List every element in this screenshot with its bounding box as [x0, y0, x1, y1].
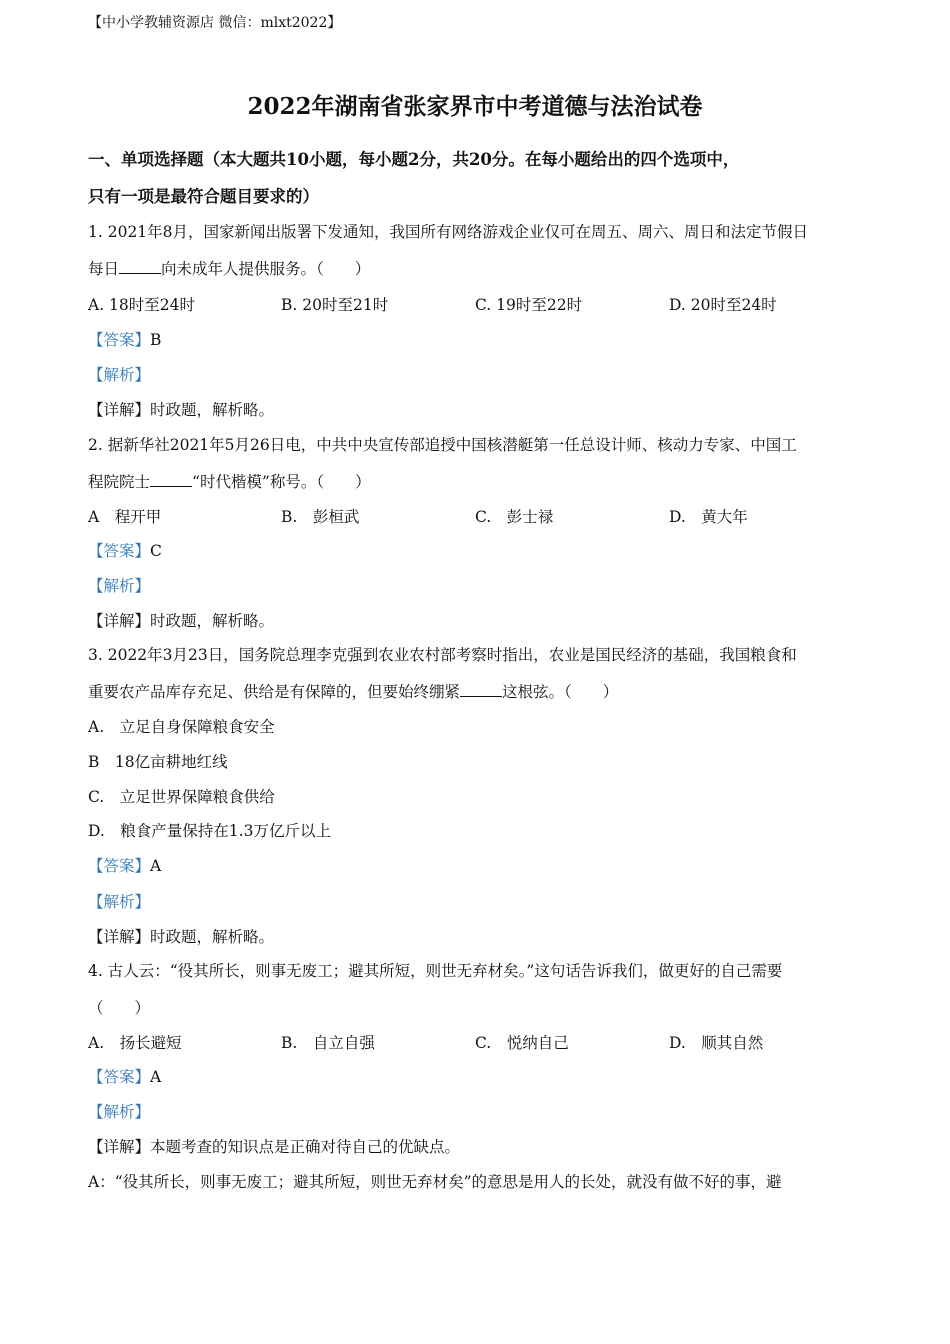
q4-answer: 【答案】A [88, 1068, 162, 1086]
q3-stem: 3. 2022年3月23日，国务院总理李克强到农业农村部考察时指出，农业是国民经济的基础，我国粮食和 [88, 646, 797, 664]
q2-option-b: B. 彭桓武 [281, 508, 360, 526]
q3-analysis-label: 【解析】 [88, 893, 151, 911]
q1-option-c: C. 19时至22时 [475, 296, 583, 314]
blank-line [460, 682, 502, 697]
q1-answer: 【答案】B [88, 331, 162, 349]
q3-option-a: A. 立足自身保障粮食安全 [88, 718, 275, 736]
q4-option-c: C. 悦纳自己 [475, 1034, 569, 1052]
q3-option-d: D. 粮食产量保持在1.3万亿斤以上 [88, 822, 331, 840]
q1-option-b: B. 20时至21时 [281, 296, 389, 314]
q1-analysis-label: 【解析】 [88, 366, 151, 384]
q4-stem-cont: （ ） [88, 999, 151, 1017]
q2-answer: 【答案】C [88, 542, 162, 560]
q2-detail: 【详解】时政题，解析略。 [88, 612, 275, 630]
q1-stem-cont: 每日 向未成年人提供服务。（ ） [88, 260, 371, 278]
q2-stem-cont: 程院院士 “时代楷模”称号。（ ） [88, 473, 371, 491]
section-heading: 一、单项选择题（本大题共10小题，每小题2分，共20分。在每小题给出的四个选项中， [88, 150, 740, 169]
q1-stem: 1. 2021年8月，国家新闻出版署下发通知，我国所有网络游戏企业仅可在周五、周六、周日和法定节假日 [88, 223, 809, 241]
q4-option-b: B. 自立自强 [281, 1034, 375, 1052]
q3-option-c: C. 立足世界保障粮食供给 [88, 788, 275, 806]
page-title: 2022年湖南省张家界市中考道德与法治试卷 [247, 93, 703, 120]
q4-stem: 4. 古人云：“役其所长，则事无废工；避其所短，则世无弃材矣。”这句话告诉我们，做更好的自己需要 [88, 962, 783, 980]
q3-option-b: B 18亿亩耕地红线 [88, 753, 228, 771]
q2-option-d: D. 黄大年 [669, 508, 748, 526]
q2-stem: 2. 据新华社2021年5月26日电，中共中央宣传部追授中国核潜艇第一任总设计师、核动力专家、中国工 [88, 436, 797, 454]
blank-line [150, 472, 192, 487]
q4-analysis-label: 【解析】 [88, 1103, 151, 1121]
q1-detail: 【详解】时政题，解析略。 [88, 401, 275, 419]
q2-analysis-label: 【解析】 [88, 577, 151, 595]
q1-option-d: D. 20时至24时 [669, 296, 777, 314]
q4-detail: 【详解】本题考查的知识点是正确对待自己的优缺点。 [88, 1138, 461, 1156]
q3-answer: 【答案】A [88, 857, 162, 875]
blank-line [119, 259, 161, 274]
q1-option-a: A. 18时至24时 [88, 296, 195, 314]
section-heading-cont: 只有一项是最符合题目要求的） [88, 187, 319, 206]
q3-stem-cont: 重要农产品库存充足、供给是有保障的，但要始终绷紧 这根弦。（ ） [88, 683, 619, 701]
q2-option-c: C. 彭士禄 [475, 508, 554, 526]
q4-explanation: A：“役其所长，则事无废工；避其所短，则世无弃材矣”的意思是用人的长处，就没有做不好的事，避 [88, 1173, 782, 1191]
q4-option-d: D. 顺其自然 [669, 1034, 764, 1052]
q3-detail: 【详解】时政题，解析略。 [88, 928, 275, 946]
q4-option-a: A. 扬长避短 [88, 1034, 182, 1052]
q2-option-a: A 程开甲 [88, 508, 162, 526]
page-header: 【中小学教辅资源店 微信：mlxt2022】 [88, 15, 342, 31]
